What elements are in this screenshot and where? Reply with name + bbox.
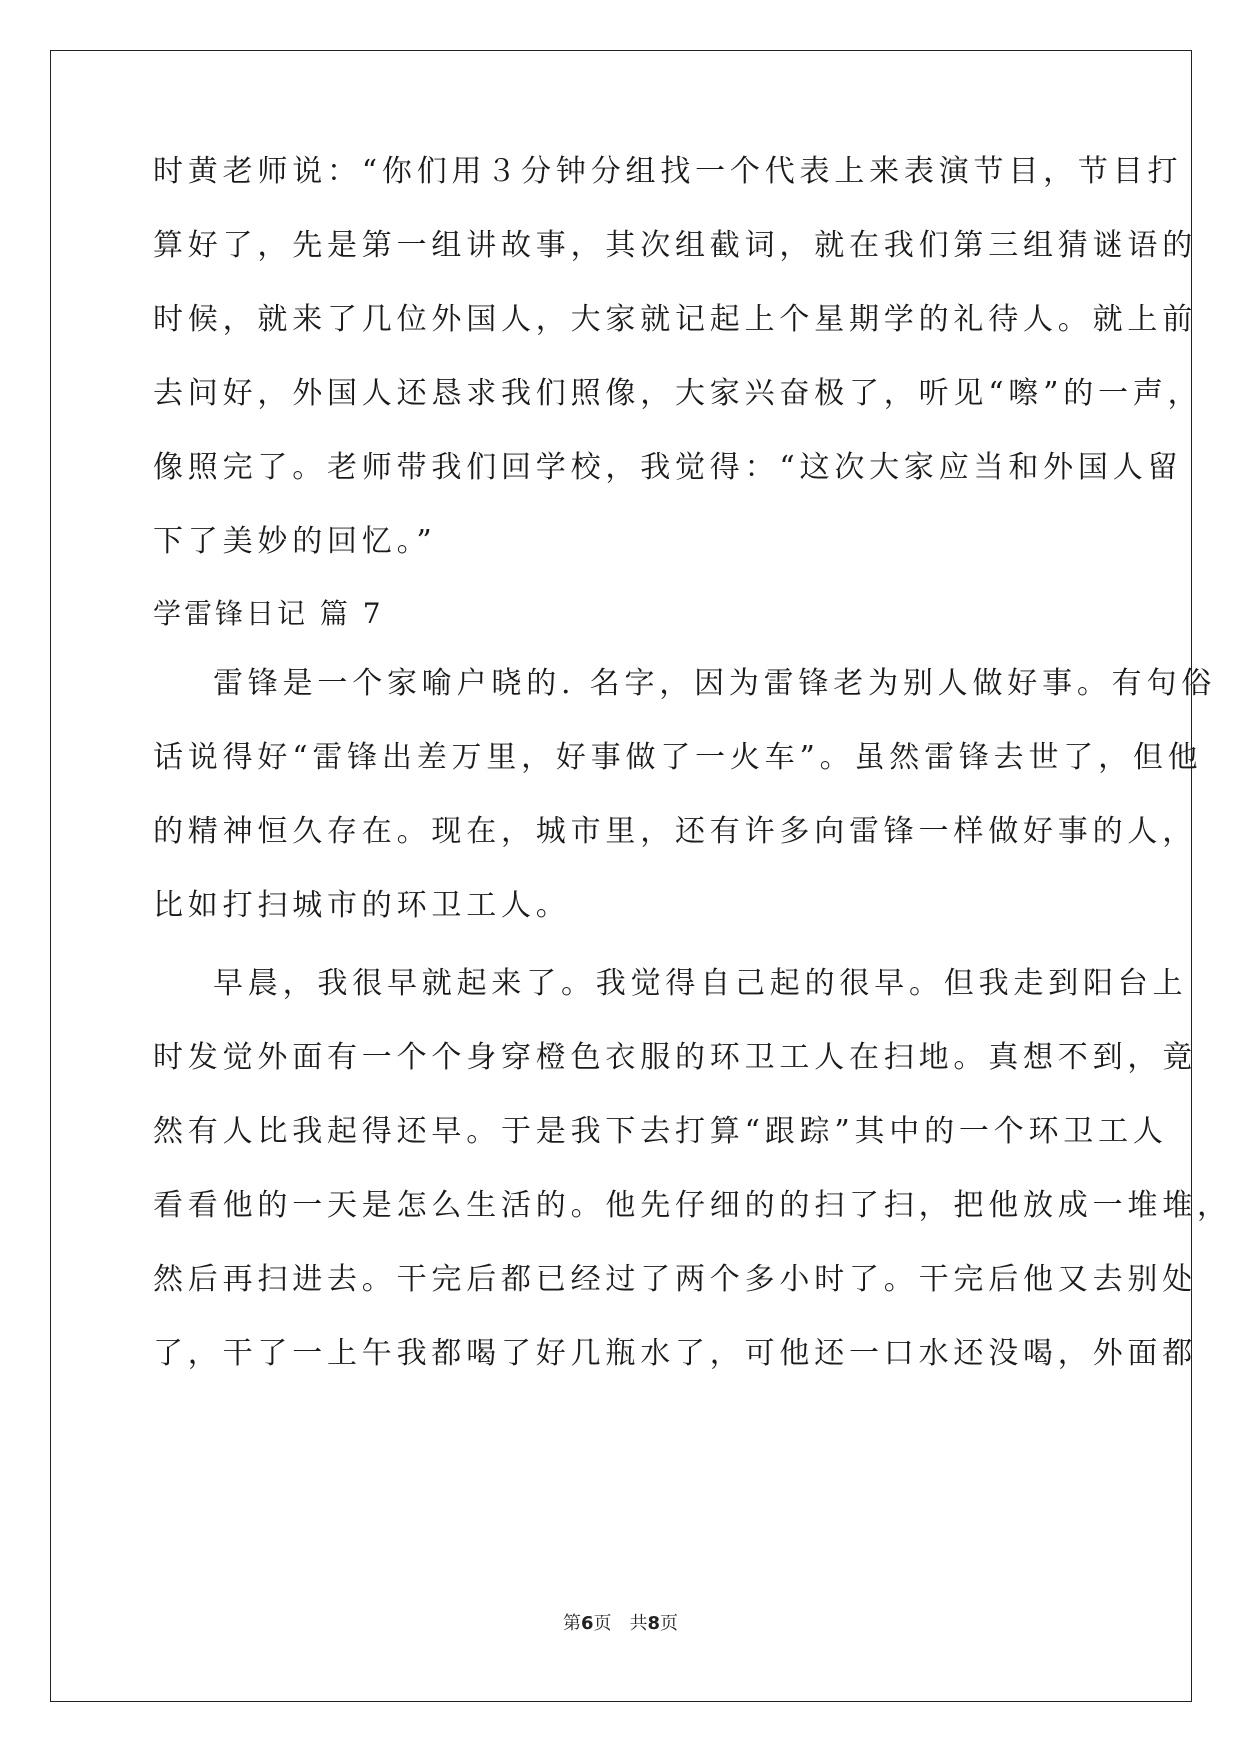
text-line: 然有人比我起得还早。于是我下去打算“跟踪”其中的一个环卫工人: [153, 1114, 1168, 1149]
text-line: 算好了，先是第一组讲故事，其次组截词，就在我们第三组猜谜语的: [153, 228, 1197, 263]
total-suffix: 页: [660, 1613, 679, 1634]
text-line: 下了美妙的回忆。”: [153, 524, 437, 559]
text-line: 比如打扫城市的环卫工人。: [153, 888, 571, 923]
text-line: 了，干了一上午我都喝了好几瓶水了，可他还一口水还没喝，外面都: [153, 1336, 1197, 1371]
page-prefix: 第: [562, 1613, 581, 1634]
page-border: [50, 50, 1192, 1702]
text-line: 时候，就来了几位外国人，大家就记起上个星期学的礼待人。就上前: [153, 302, 1197, 337]
text-line: 看看他的一天是怎么生活的。他先仔细的的扫了扫，把他放成一堆堆，: [153, 1188, 1232, 1223]
total-page-number: 8: [647, 1613, 661, 1634]
text-line: 时黄老师说：“你们用３分钟分组找一个代表上来表演节目，节目打: [153, 154, 1183, 189]
text-line: 话说得好“雷锋出差万里，好事做了一火车”。虽然雷锋去世了，但他: [153, 740, 1203, 775]
current-page-number: 6: [580, 1613, 594, 1634]
text-line: 然后再扫进去。干完后都已经过了两个多小时了。干完后他又去别处: [153, 1262, 1197, 1297]
section-heading: 学雷锋日记 篇 7: [153, 597, 384, 630]
total-prefix: 共: [629, 1613, 648, 1634]
text-line: 的精神恒久存在。现在，城市里，还有许多向雷锋一样做好事的人，: [153, 814, 1197, 849]
text-line: 雷锋是一个家喻户晓的. 名字，因为雷锋老为别人做好事。有句俗: [213, 666, 1217, 701]
page-suffix: 页: [593, 1613, 612, 1634]
text-line: 像照完了。老师带我们回学校，我觉得：“这次大家应当和外国人留: [153, 450, 1183, 485]
text-line: 早晨，我很早就起来了。我觉得自己起的很早。但我走到阳台上: [213, 966, 1188, 1001]
text-line: 时发觉外面有一个个身穿橙色衣服的环卫工人在扫地。真想不到，竟: [153, 1040, 1197, 1075]
page-footer: [0, 1612, 1241, 1636]
text-line: 去问好，外国人还恳求我们照像，大家兴奋极了，听见“嚓”的一声，: [153, 376, 1203, 411]
